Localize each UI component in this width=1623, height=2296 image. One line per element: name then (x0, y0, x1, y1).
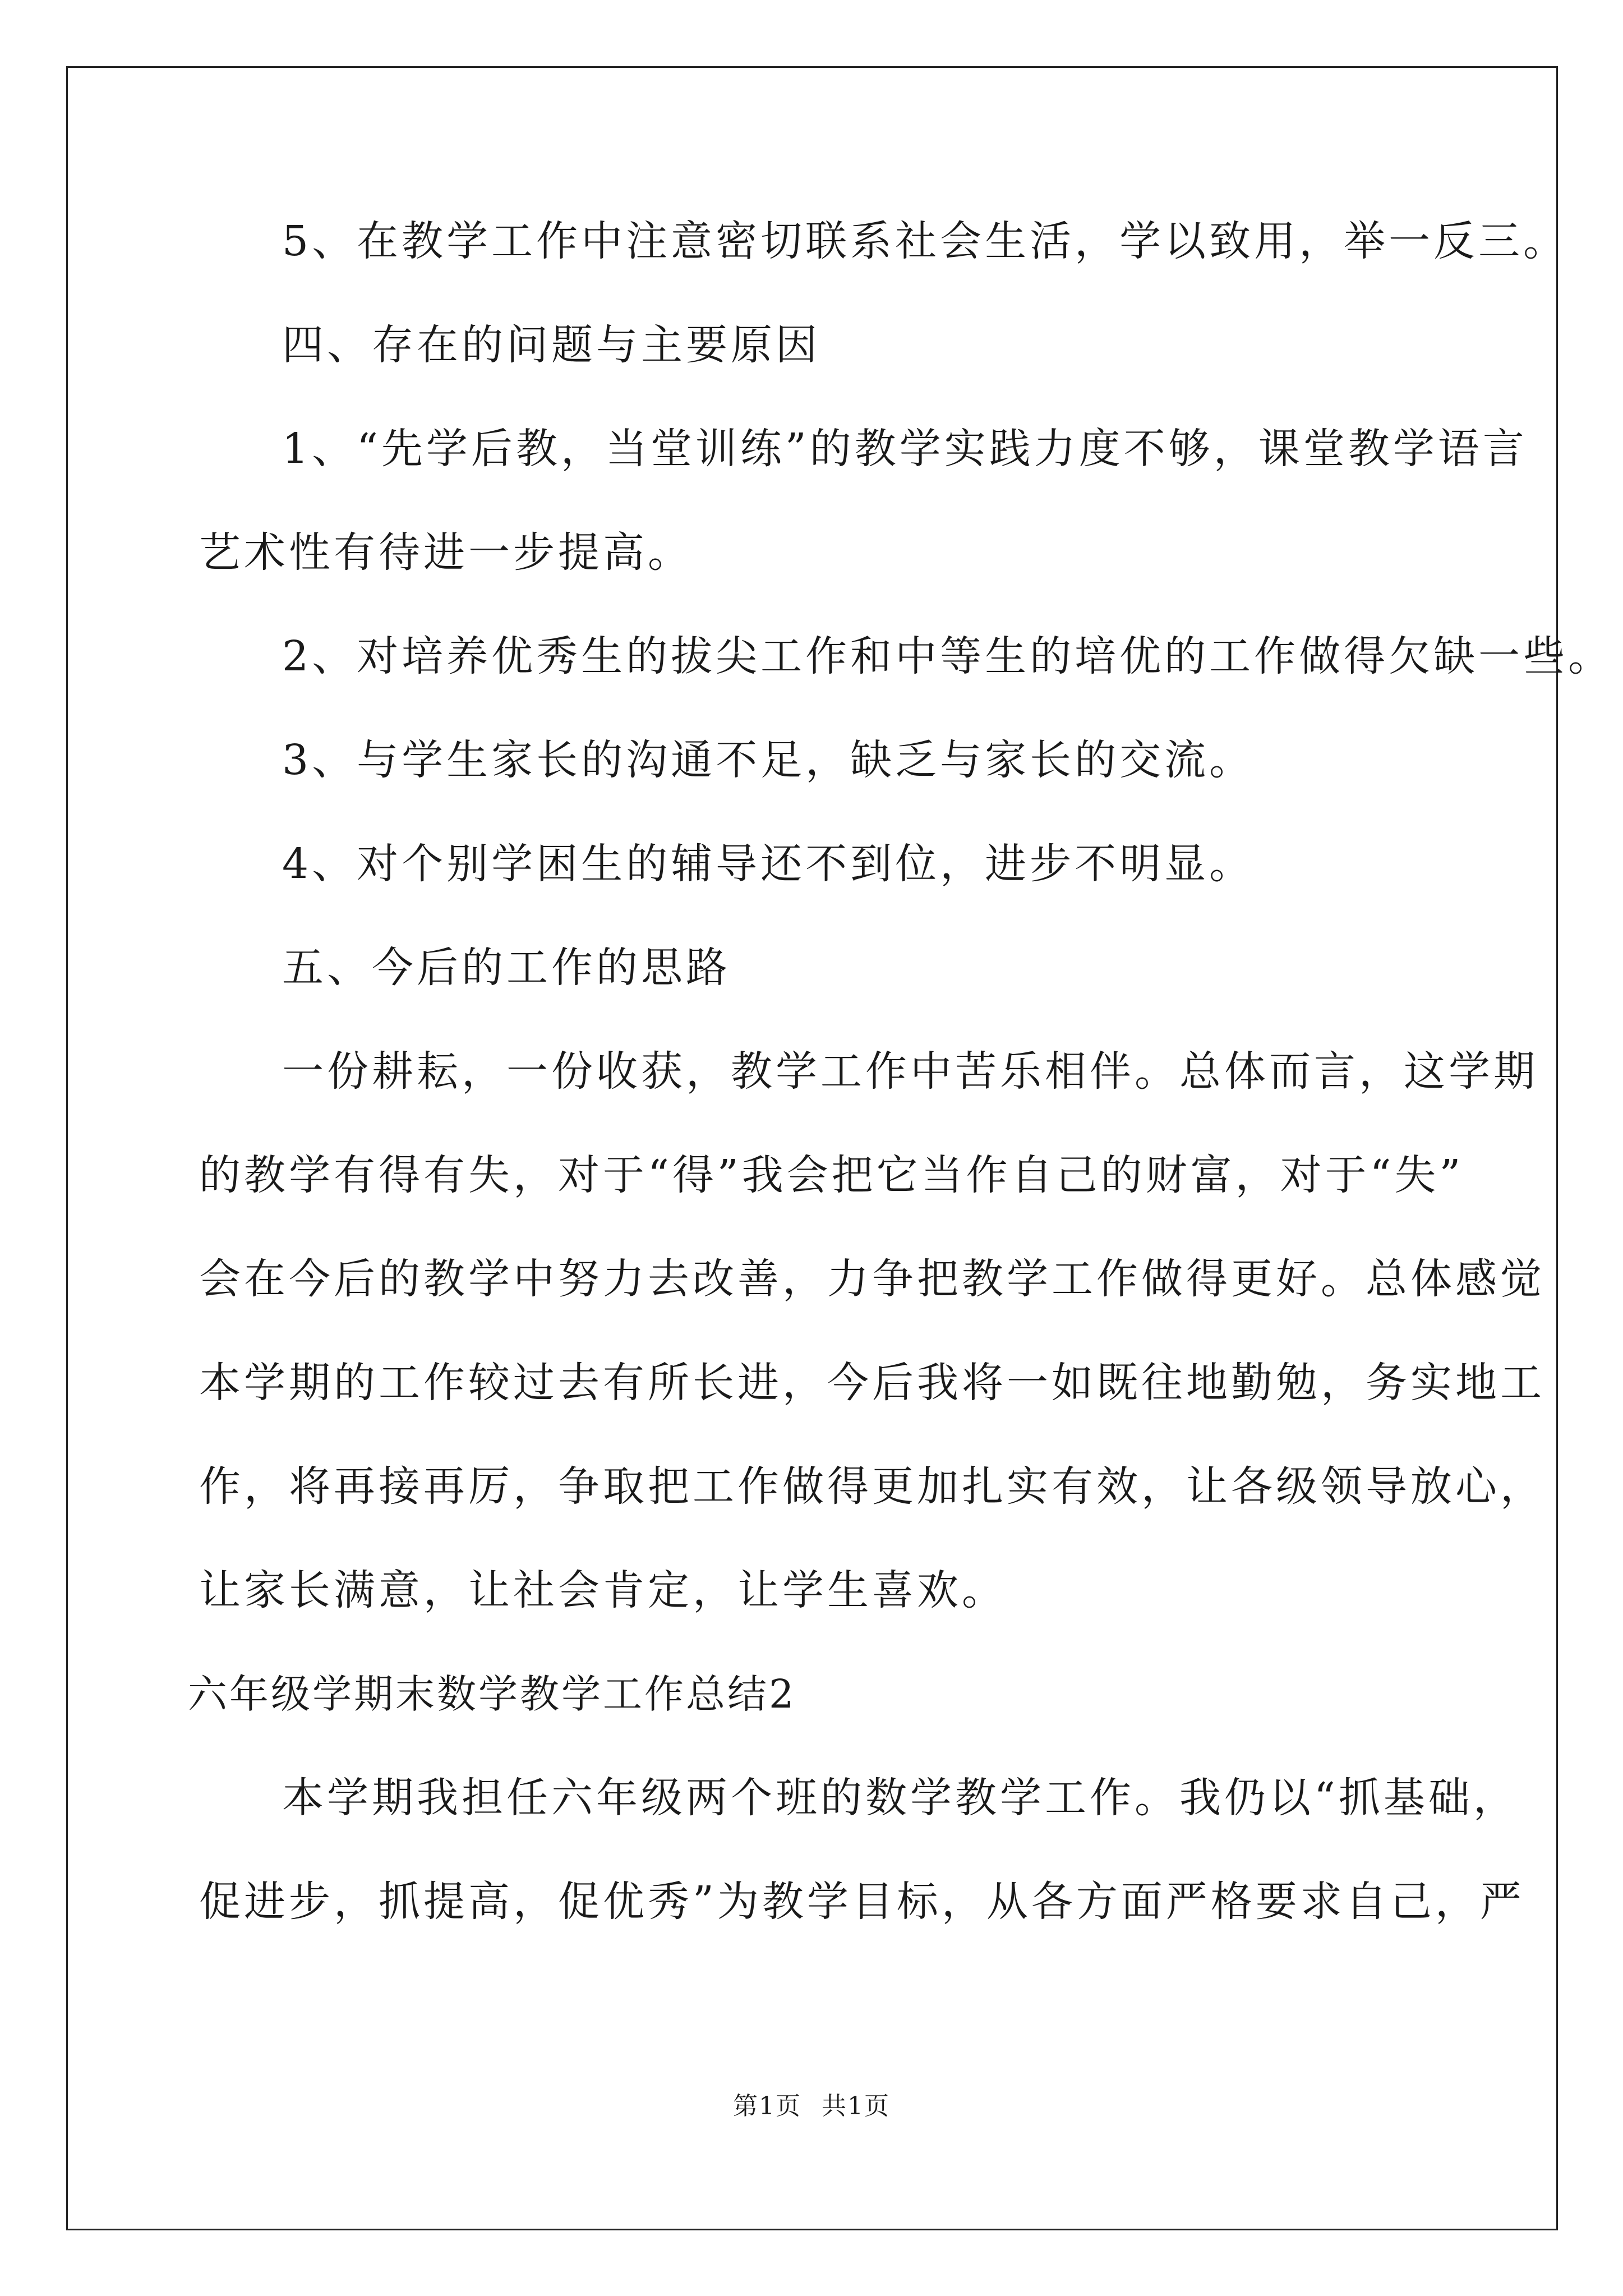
paragraph-line: 作，将再接再厉，争取把工作做得更加扎实有效，让各级领导放心， (199, 1462, 1545, 1511)
paragraph-line: 本学期的工作较过去有所长进，今后我将一如既往地勤勉，务实地工 (199, 1359, 1545, 1407)
paragraph-line: 一份耕耘，一份收获，教学工作中苦乐相伴。总体而言，这学期 (282, 1047, 1538, 1096)
paragraph-line: 促进步，抓提高，促优秀”为教学目标，从各方面严格要求自己，严 (199, 1878, 1525, 1926)
page-footer (0, 2086, 1623, 2122)
section-heading: 四、存在的问题与主要原因 (282, 321, 820, 369)
paragraph-line: 让家长满意，让社会肯定，让学生喜欢。 (199, 1566, 1007, 1614)
paragraph-line: 4、对个别学困生的辅导还不到位，进步不明显。 (282, 840, 1255, 888)
page-number: 第1页 (733, 2092, 801, 2120)
paragraph-line: 1、“先学后教，当堂训练”的教学实践力度不够，课堂教学语言 (282, 425, 1528, 473)
document-body (188, 210, 1613, 1975)
page-total: 共1页 (822, 2092, 890, 2120)
paragraph-line: 艺术性有待进一步提高。 (199, 528, 693, 577)
paragraph-line: 2、对培养优秀生的拔尖工作和中等生的培优的工作做得欠缺一些。 (282, 632, 1613, 680)
paragraph-line: 的教学有得有失，对于“得”我会把它当作自己的财富，对于“失” (199, 1151, 1464, 1199)
paragraph-line: 5、在教学工作中注意密切联系社会生活，学以致用，举一反三。 (282, 217, 1569, 265)
document-subtitle: 六年级学期末数学教学工作总结2 (188, 1671, 796, 1717)
section-heading: 五、今后的工作的思路 (282, 944, 731, 992)
paragraph-line: 本学期我担任六年级两个班的数学教学工作。我仍以“抓基础， (282, 1774, 1518, 1822)
paragraph-line: 会在今后的教学中努力去改善，力争把教学工作做得更好。总体感觉 (199, 1255, 1545, 1303)
paragraph-line: 3、与学生家长的沟通不足，缺乏与家长的交流。 (282, 736, 1255, 784)
